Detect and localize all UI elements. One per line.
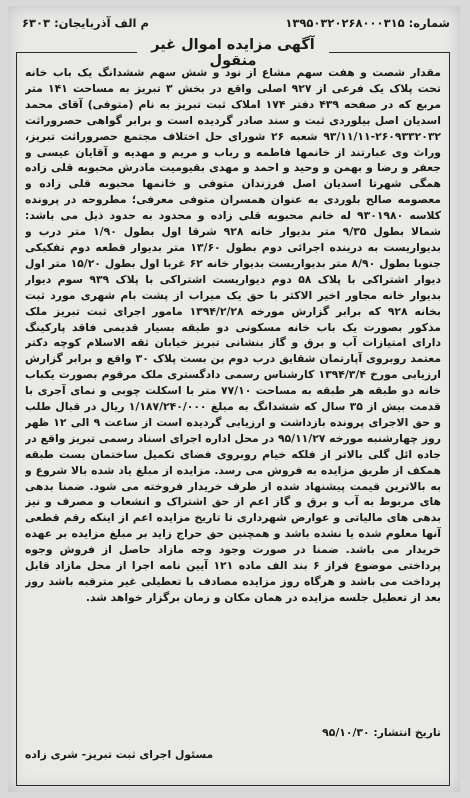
header-bar [22, 14, 450, 32]
body-paragraph: مقدار شصت و هفت سهم مشاع از نود و شش سهم ششدانگ یک باب خانه تحت پلاک یک فرعی از ۹۲۷ اصلی واقع در بخش ۳ تبریز به مساحت ۱۴۱ متر مربع که در صفحه ۴۳۹ دفتر ۱۷۴ املاک ثبت تبریز به نام (متوفی) آقای محمد اسدیان اصل بیلوردی ثبت و سند صادر گردیده است و برابر گواهی حصروراثت ۲۶۰۹۳۳۲۰۳۲-۹۳/۱۱/۱۱ شعبه ۲۶ شورای حل اختلاف مجتمع حصروراثت تبریز، وراث وی عبارتند از خانمها فاطمه و رباب و مریم و مهدیه و آقایان عیسی و جعفر و رضا و بهمن و وحید و احمد و مهدی بقیومیت مادرش محبوبه قلی زاده همگی شهرتا اسدیان اصل فرزندان متوفی و خانمها محبوبه قلی زاده و معصومه صالح بلوردی به عنوان همسران متوفی معرفی؛ مطروحه در پرونده کلاسه ۹۳۰۱۹۸۰ له خانم محبوبه قلی زاده و محدود به حدود ذیل می باشد: شمالا بطول ۹/۳۵ متر بدیوار خانه ۹۲۸ شرقا اول بطول ۱/۹۰ متر درب و بدیواریست به درینده اجرائی دوم بطول ۱۳/۶۰ متر بدیوار قطعه دوم تفکیکی جنوبا بطول ۸/۹۰ متر بدیواریست بدیوار خانه ۶۲ غربا اول بطول ۱۵/۲۰ متر اول دیوار اشتراکی با پلاک ۵۸ دوم دیواریست اشتراکی با پلاک ۹۳۹ سوم دیوار بدیوار خانه مجاور اخیر الاکثر با حق یک میراب از پشت بام شهری مورد ثبت بخانه ۹۲۸ که برابر گزارش مورخه ۱۳۹۴/۲/۲۸ مامور اجرای ثبت تبریز ملک مذکور بصورت یک باب خانه مسکونی دو طبقه بسیار قدیمی فاقد پارکینگ دارای امتیازات آب و برق و گاز بنشانی تبریز خیابان ثقه الاسلام کوچه دکتر معتمد روبروی آپارتمان شقایق درب دوم بن بست پلاک ۳۰ واقع و برابر گزارش ارزیابی مورخ ۱۳۹۴/۳/۴ کارشناس رسمی دادگستری ملک مرقوم بصورت یکباب خانه دو طبقه هر طبقه به مساحت ۷۷/۱۰ متر با اسکلت چوبی و نمای آجری با قدمت بیش از ۳۵ سال که ششدانگ به مبلغ ۱/۱۸۷/۲۴۰/۰۰۰ ریال در قبال طلب و حق الاجرای پرونده بازداشت و ارزیابی گردیده است از ساعت ۹ الی ۱۲ ظهر روز چهارشنبه مورخه ۹۵/۱۱/۲۷ در محل اداره اجرای اسناد رسمی تبریز واقع در جاده ائل گلی بالاتر از فلکه خیام روبروی فضای تکمیل ساختمان بست طبقه همکف از طریق مزایده به فروش می رسد. مزایده از مبلغ یاد شده بالا شروع و به بالاترین قیمت پیشنهاد شده از طرف خریدار فروخته می شود. ضمنا بدهی های مربوط به آب و برق و گاز اعم از حق اشتراک و انشعاب و مصرف و نیز بدهی های مالیاتی و عوارض شهرداری تا تاریخ مزایده اعم از اینکه رقم قطعی آنها معلوم شده یا نشده باشد و همچنین حق حراج زاید بر مبلغ مزایده بر عهده خریدار می باشد. ضمنا در صورت وجود وجه مازاد حاصل از فروش وجوه پرداختی موضوع فراز ۶ بند الف ماده ۱۲۱ آیین نامه اجرا از محل مازاد قابل پرداخت می باشد و هرگاه روز مزایده مصادف با تعطیلی غیر مترقبه باشد روز بعد از تعطیل جلسه مزایده در همان مکان و زمان برگزار خواهد شد. [25, 66, 441, 604]
publication-date: تاریخ انتشار: ۹۵/۱۰/۳۰ [322, 726, 441, 739]
notice-body [25, 65, 441, 720]
notice-code: م الف آذربایجان: ۶۳۰۳ [22, 16, 149, 30]
reference-number: شماره: ۱۳۹۵۰۳۲۰۲۶۸۰۰۰۳۱۵ [285, 16, 450, 30]
notice-footer [25, 725, 441, 785]
signature-line: مسئول اجرای ثبت تبریز- شری زاده [25, 748, 214, 761]
notice-title: آگهی مزایده اموال غیر منقول [137, 37, 329, 69]
newspaper-clipping [8, 6, 460, 792]
notice-frame [16, 37, 450, 786]
